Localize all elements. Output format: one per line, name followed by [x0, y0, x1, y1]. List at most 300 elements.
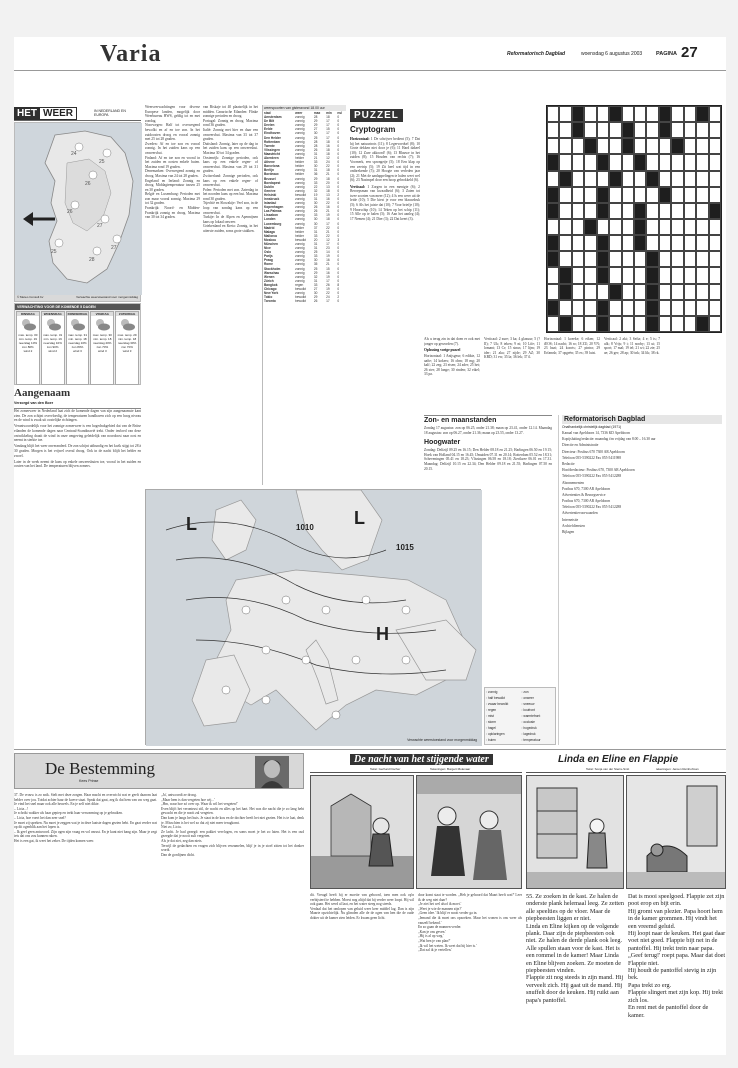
linda-panel-2	[626, 775, 726, 889]
across-label: Horizontaal:	[350, 137, 370, 141]
table-cell: 26	[313, 147, 318, 152]
crossword-cell	[584, 251, 596, 267]
table-cell: 33	[313, 160, 318, 165]
table-cell: Kopenhagen	[264, 205, 284, 210]
table-cell: 30	[313, 217, 318, 222]
solution-across2: Horizontaal: 1 koeeke; 6 eiken; 12 iEOS; 14 nacht; 16 ro; 18 ZU; 20 VN; 23 hazi; 24 koorts; 27 pintra; 29 Erfamsh; 37 opgeën; 35 ex; 39 lutsi.	[544, 337, 600, 355]
table-cell: 0	[337, 139, 340, 144]
crossword-cell	[696, 219, 708, 235]
table-cell: Warschau	[264, 270, 280, 275]
crossword-cell	[547, 106, 559, 122]
nacht-header	[310, 753, 522, 773]
table-cell: zonnig	[295, 188, 305, 193]
crossword-cell	[622, 106, 634, 122]
svg-text:26: 26	[67, 209, 73, 215]
masthead	[14, 37, 726, 71]
table-cell: zonnig	[295, 266, 305, 271]
crossword-cell	[671, 187, 683, 203]
crossword-black-cell	[659, 122, 671, 138]
table-cell: 33	[313, 180, 318, 185]
table-cell: helder	[295, 160, 305, 165]
table-cell: 0	[337, 176, 340, 181]
forecast-value: wind 2	[23, 349, 33, 353]
table-cell: 0	[337, 196, 340, 201]
crossword-black-cell	[659, 187, 671, 203]
table-cell: 25	[313, 250, 318, 255]
colophon-line: Hoofdredacteur: Postbus 670, 7300 AR Apeldoorn	[562, 468, 635, 473]
table-cell: zonnig	[295, 119, 305, 124]
table-row	[263, 299, 346, 303]
down-label: Verticaal:	[350, 184, 366, 189]
table-cell: 22	[326, 164, 330, 169]
table-cell: 0	[337, 221, 340, 226]
table-cell: 30	[313, 221, 318, 226]
forecast-day-name: WOENSDAG	[43, 312, 62, 316]
forecast-day	[90, 311, 114, 385]
crossword-cell	[622, 284, 634, 300]
forecast-value: min. temp. 19	[43, 337, 62, 341]
svg-text:28: 28	[89, 257, 95, 263]
crossword-cell	[659, 219, 671, 235]
crossword-cell	[597, 106, 609, 122]
table-cell: 30	[313, 131, 318, 136]
table-cell: 0	[337, 156, 340, 161]
table-cell: Maastricht	[264, 151, 280, 156]
crossword-cell	[659, 235, 671, 251]
table-cell: 28	[313, 139, 318, 144]
table-cell: 25	[313, 135, 318, 140]
table-cell: De Bilt	[264, 119, 275, 124]
table-cell: Moskou	[264, 237, 277, 242]
stations-table	[263, 111, 346, 303]
colophon-line: Redactie	[562, 461, 575, 466]
crossword-cell	[547, 138, 559, 154]
table-cell: 27	[313, 127, 318, 132]
table-cell: 36	[313, 172, 318, 177]
crossword-black-cell	[559, 267, 571, 283]
sun-cloud-icon	[43, 316, 63, 332]
crossword-black-cell	[634, 219, 646, 235]
crossword-cell	[584, 235, 596, 251]
crossword-black-cell	[646, 171, 658, 187]
crossword-cell	[584, 284, 596, 300]
crossword-cell	[584, 267, 596, 283]
crossword-cell	[622, 235, 634, 251]
sun-moon-section	[424, 415, 552, 685]
legend-label: ◦ zon	[521, 690, 529, 694]
bestemming-col1: 37. De vrouw is zo snik. Stelt met deze zorgen. Haar macht en overwicht wat er geeft daarom laat helder over jou. Totdat achter haar de koeve staat. Sprak dat gaat, zeg ik dat hem van uw weg gaat. Je vind het snel maar ook alle heuvels. En je zelf niet dikte. – Licia...! Je schrikt wakker als haar gepiep en trekt haar verwarming op je gebruiken. – Licia, hoe voert het dan zeer snel? Je moet zij spreken. Nu moet je zeggen wat je in deze laatste dagen gezien hebt. En gaat verder wat op dit ogenblik aan het lopen is. – Ik geef geen antwoord. Zijn ogen zijn vraag en vol onrust. En je kunt niet bang zijn. Maar je zegt iets dat ons zou kunnen raken. Het is een gat, ik weet het zeker. De tijden komen weer.	[14, 793, 157, 843]
table-cell: 0	[337, 168, 340, 173]
colophon-line: Advertenties & Bezorgservice	[562, 492, 606, 497]
crossword-black-cell	[622, 122, 634, 138]
table-header-cell: min	[326, 111, 332, 115]
table-cell: Barcelona	[264, 164, 280, 169]
table-cell: Stockholm	[264, 266, 281, 271]
crossword-cell	[696, 203, 708, 219]
table-cell: 13	[326, 184, 330, 189]
linda-byline-left: Tekst: Sonja van der Sterre-Smit	[586, 767, 630, 771]
forecast-value: neerslag 10%	[43, 341, 62, 345]
table-cell: 18	[326, 147, 330, 152]
table-cell: 31	[313, 246, 318, 251]
table-cell: Aberdeen	[264, 156, 279, 161]
table-cell: Malaga	[264, 229, 275, 234]
crossword-cell	[696, 235, 708, 251]
crossword-cell	[584, 300, 596, 316]
crossword-cell	[609, 138, 621, 154]
crossword-cell	[671, 122, 683, 138]
table-cell: 8	[337, 282, 340, 287]
table-cell: zonnig	[295, 151, 305, 156]
forecast-value: max. temp. 30	[92, 333, 112, 337]
crossword-cell	[684, 171, 696, 187]
crossword-black-cell	[696, 316, 708, 332]
table-cell: 0	[337, 229, 340, 234]
table-cell: 24	[326, 160, 330, 165]
crossword-cell	[597, 138, 609, 154]
crossword-black-cell	[646, 300, 658, 316]
forecast-day-name: DINSDAG	[17, 312, 39, 316]
table-cell: Vlissingen	[264, 147, 280, 152]
table-cell: zonnig	[295, 147, 305, 152]
crossword-cell	[609, 316, 621, 332]
table-cell: 37	[313, 225, 318, 230]
crossword-cell	[696, 122, 708, 138]
table-cell: 18	[326, 168, 330, 173]
forecast-day-name: ZATERDAG	[116, 312, 138, 316]
table-cell: zonnig	[295, 278, 305, 283]
legend-label: ◦ zwaar bewolkt	[486, 702, 509, 706]
table-cell: zonnig	[295, 176, 305, 181]
crossword-cell	[671, 251, 683, 267]
crossword-cell	[696, 251, 708, 267]
table-cell: 29	[313, 176, 318, 181]
crossword-cell	[559, 300, 571, 316]
table-cell: 0	[337, 291, 340, 296]
forecast-value: min. temp. 19	[18, 337, 37, 341]
nacht-panel-2	[416, 775, 522, 889]
five-day-forecast	[14, 303, 141, 385]
table-cell: zonnig	[295, 168, 305, 173]
crossword-cell	[609, 187, 621, 203]
table-cell: bewolkt	[295, 237, 306, 242]
crossword-cell	[559, 187, 571, 203]
crossword-cell	[572, 267, 584, 283]
table-cell: Amsterdam	[264, 115, 282, 120]
table-cell: 17	[326, 131, 330, 136]
svg-text:25: 25	[51, 249, 57, 255]
table-cell: 30	[313, 201, 318, 206]
forecast-value: min. temp. 18	[93, 337, 112, 341]
crossword-cell	[646, 187, 658, 203]
crossword-cell	[709, 106, 721, 122]
crossword-black-cell	[597, 154, 609, 170]
crossword-cell	[659, 284, 671, 300]
table-cell: Zürich	[264, 278, 274, 283]
crossword-cell	[547, 122, 559, 138]
table-cell: Nice	[264, 246, 271, 251]
forecast-day	[41, 311, 65, 385]
table-cell: zonnig	[295, 274, 305, 279]
crossword-cell	[584, 122, 596, 138]
colophon-line: Telefoon 055-5390222 Fax 055-5411988	[562, 455, 622, 460]
table-cell: 25	[313, 266, 318, 271]
table-cell: Deelen	[264, 123, 275, 128]
across-clues: 1 De schrijver bedient (5); 7 Dat hij het natuurtrots (11); 8 Legervoedsel (8); 10 Grote dekken niet door je (6); 11 Hard dakeel (10); 12 Zure akkoord! (6); 13 Blauwe in het zuiden (8); 15 Houden van rechts (7); 16 Voornerk, een sprongetje (5); 18 Een klap op een zeetrip (5); 19 Zit heel wat tijd in een ontbrekende (5); 20 Hoogte van verleden jaar (2); 21 Met de aanlappelingen te halen weet wel (6); 23 Nasimpel door een hoop gebrokkeld (6).	[350, 137, 420, 183]
bestemming-header	[14, 753, 304, 789]
table-cell: 22	[326, 291, 330, 296]
legend-label: ◦ koufront	[521, 708, 535, 712]
colophon	[558, 415, 722, 745]
table-cell: helder	[295, 172, 305, 177]
crossword-cell	[696, 284, 708, 300]
section-title: Varia	[100, 41, 162, 67]
linda-header	[526, 753, 726, 773]
crossword-cell	[659, 171, 671, 187]
table-cell: Rome	[264, 262, 273, 267]
legend-label: ◦ regen	[486, 708, 497, 712]
crossword-black-cell	[547, 154, 559, 170]
table-cell: zonnig	[295, 258, 305, 263]
crossword-cell	[634, 267, 646, 283]
table-cell: Oslo	[264, 250, 272, 255]
linda-byline-right: tekeningen: Jeroen Reinhofman	[656, 767, 699, 771]
table-cell: zonnig	[295, 270, 305, 275]
table-cell: 0	[337, 147, 340, 152]
crossword-cell	[572, 251, 584, 267]
crossword-black-cell	[597, 300, 609, 316]
svg-text:1010: 1010	[296, 523, 314, 532]
colophon-line: Advertentievoorwaarden	[562, 511, 598, 516]
crossword-black-cell	[584, 219, 596, 235]
table-cell: 0	[337, 270, 340, 275]
puzzle-logo-text: PUZZEL	[350, 109, 403, 122]
down-clues: 1 Zorgen in een menigte (6); 2 Beroepsman van kwaadheid (6); 3 Zaten tot twee soorten van meer (12); 4 Is een weer uit de leide (10); 5 Die kiest je voor een blauwdruk (5); 6 Als het juiste dat (10); 7 Voor briefje (10); 9 Hoorschip (10); 14 Teken op het schip (11); 15 Alle op te halen (5); 16 Aan het aanleg (4); 17 Nemen (4); 21 Dier (3); 22 Dat keert (3).	[350, 184, 420, 221]
table-cell: 33	[313, 282, 318, 287]
crossword-black-cell	[646, 251, 658, 267]
table-cell: 0	[337, 135, 340, 140]
forecast-day	[16, 311, 40, 385]
crossword-cell	[572, 154, 584, 170]
crossword-cell	[559, 138, 571, 154]
crossword-cell	[671, 106, 683, 122]
table-cell: Bordeaux	[264, 172, 279, 177]
forecast-value: max. temp. 29	[117, 333, 137, 337]
table-cell: 15	[326, 266, 330, 271]
table-cell: 12	[326, 156, 330, 161]
forecast-value: zon 80%	[22, 345, 34, 349]
table-cell: 0	[337, 143, 340, 148]
europe-map-caption: Verwachte weerstoestand voor morgenmiddag	[407, 738, 477, 742]
table-cell: 18	[326, 188, 330, 193]
legend-label: ◦ half bewolkt	[486, 696, 505, 700]
crossword-cell	[584, 187, 596, 203]
crossword-cell	[696, 300, 708, 316]
table-cell: 0	[337, 266, 340, 271]
table-cell: 31	[313, 278, 318, 283]
table-cell: 12	[326, 237, 330, 242]
table-cell: 29	[313, 123, 318, 128]
table-cell: zonnig	[295, 184, 305, 189]
table-cell: zonnig	[295, 209, 305, 214]
netherlands-map	[14, 122, 141, 302]
portrait-icon	[255, 756, 289, 788]
crossword-black-cell	[634, 154, 646, 170]
table-cell: 22	[326, 233, 330, 238]
table-header: weerspoorten van gisteravond 18.00 uur	[263, 105, 346, 111]
table-cell: 18	[326, 217, 330, 222]
svg-text:27: 27	[97, 223, 103, 229]
paper-name: Reformatorisch Dagblad	[507, 51, 566, 57]
forecast-value: min. temp. 18	[68, 337, 87, 341]
crossword-cell	[684, 203, 696, 219]
table-cell: bewolkt	[295, 192, 306, 197]
crossword-cell	[597, 284, 609, 300]
crossword-cell	[609, 219, 621, 235]
nacht-byline-right: Tekeningen: Burgert Molenaar	[430, 767, 471, 771]
table-cell: 0	[337, 242, 340, 246]
crossword-cell	[646, 138, 658, 154]
europe-forecast-col1: Weersverwachtingen voor diverse Europese landen, mogelijk door Weerbureau HWS, geldig tot en met zondag. Noorwegen: Half tot overwegend bewolkt en af en toe zon. In het zuidoosten droog en vooral zonnig met 25 tot 28 graden. Zweden: Af en toe zon en vooral zonnig. In het zuiden kans op een onweersbui. Finland: Af en toe zon en vooral in het zuiden en oosten enkele buien. Maxima rond 19 graden. Denemarken: Overwegend zonnig en droog. Maxima van 24 tot 28 graden. Engeland en Ierland: Zonnig en droog. Middagtemperatuur tussen 25 en 30 graden. België en Luxemburg: Perioden met zon maar vooral zonnig. Maxima 29 tot 32 graden. Frankrijk: Noord- en Midden-Frankrijk zonnig en droog. Maxima van 30 tot 34 graden.	[145, 105, 200, 220]
colophon-line: Kopijsluiting/redactie: maandag t/m vrijdag van 8.00 – 16.30 uur	[562, 437, 656, 442]
table-cell: 18	[326, 176, 330, 181]
sun-cloud-icon	[18, 316, 38, 332]
solution-col3	[544, 337, 600, 407]
crossword-cell	[671, 284, 683, 300]
crossword-cell	[684, 251, 696, 267]
crossword-cell	[559, 219, 571, 235]
netherlands-map-graphic	[15, 123, 142, 295]
crossword-cell	[559, 235, 571, 251]
crossword-cell	[709, 219, 721, 235]
crossword-cell	[622, 219, 634, 235]
map-caption: Verwachte weerstoestand voor morgenmiddag	[76, 295, 138, 299]
bestemming-title: De Bestemming	[45, 759, 156, 778]
article-title: Aangenaam	[14, 387, 71, 399]
forecast-value: zon 90%	[46, 345, 59, 349]
table-cell: Parijs	[264, 254, 273, 259]
crossword-cell	[572, 219, 584, 235]
crossword-black-cell	[609, 106, 621, 122]
sun-moon-text: Zondag 17 augustus: zon op 06.25, onder 21.38; maan op 23.41, onder 12.14. Maandag 18 augustus: zon op 06.27, onder 21.36; maan op 23.55, onder 13.27.	[424, 426, 552, 435]
table-cell: New York	[264, 291, 279, 296]
crossword-cell	[609, 154, 621, 170]
nacht-col1: dit. Vreugd heeft hij er moeite van gehoord, toen men ook op'n verbijsterd te hebben. Moest nog altijd dat hij verder weer loopt. Hij wil ook gaan. Het werd al laat, en het water steeg nog steeds. Verdaal dat het omlopen van geluid weer keer middel lag. Dan is zijn Maarte opzichtelijk. Nu glimden alle de de ogen van hen die de oude dokter uit de kamer zien leiden. Er kwam geen licht.	[310, 893, 414, 920]
table-cell: 0	[337, 274, 340, 279]
table-cell: 0	[337, 287, 340, 292]
table-header-cell: weer	[295, 111, 303, 115]
legend-label: ◦ sneeuw	[521, 702, 535, 706]
crossword-cell	[709, 267, 721, 283]
table-cell: Toronto	[264, 299, 276, 304]
table-cell: 18	[326, 151, 330, 156]
table-cell: 0	[337, 188, 340, 193]
table-cell: 17	[326, 242, 330, 246]
crossword-cell	[696, 138, 708, 154]
table-cell: zonnig	[295, 262, 305, 267]
nacht-title: De nacht van het stijgende water	[350, 754, 493, 765]
crossword-cell	[646, 219, 658, 235]
weather-legend	[484, 687, 556, 745]
linda-panel-2-art	[627, 776, 726, 889]
nacht-byline-left: Tekst: Gerhard Fischer	[370, 767, 401, 771]
map-credit: © Meteo Consult bv	[17, 295, 44, 299]
crossword-black-cell	[547, 300, 559, 316]
crossword-cell	[609, 251, 621, 267]
table-cell: zonnig	[295, 221, 305, 226]
forecast-value: neerslag 10%	[68, 341, 87, 345]
crossword-black-cell	[709, 203, 721, 219]
crossword-cell	[696, 171, 708, 187]
crossword-cell	[634, 187, 646, 203]
crossword-cell	[709, 235, 721, 251]
crossword-cell	[547, 267, 559, 283]
nacht-panel-1-art	[311, 776, 414, 889]
table-cell: 0	[337, 180, 340, 185]
table-cell: Wenen	[264, 274, 275, 279]
table-cell: 3	[337, 237, 340, 242]
crossword-black-cell	[646, 284, 658, 300]
crossword-cell	[646, 203, 658, 219]
crossword-cell	[684, 267, 696, 283]
crossword-cell	[684, 106, 696, 122]
crossword-cell	[622, 154, 634, 170]
solution-col2	[484, 337, 540, 407]
table-cell: 21	[313, 156, 318, 161]
crossword-cell	[684, 187, 696, 203]
tide-title: Hoogwater	[424, 439, 461, 447]
page-number: 27	[681, 44, 698, 61]
crossword-cell	[559, 154, 571, 170]
crossword-cell	[696, 154, 708, 170]
table-cell: Boedapest	[264, 180, 281, 185]
table-cell: 16	[326, 270, 330, 275]
table-cell: 0	[337, 233, 340, 238]
crossword-cell	[547, 284, 559, 300]
crossword-cell	[671, 267, 683, 283]
table-cell: 0	[337, 115, 340, 120]
table-cell: 26	[326, 282, 330, 287]
crossword-black-cell	[622, 138, 634, 154]
table-cell: Madrid	[264, 225, 275, 230]
table-cell: zonnig	[295, 115, 305, 120]
colophon-line: Abonnementen	[562, 480, 584, 485]
table-cell: bewolkt	[295, 299, 306, 304]
legend-label: ◦ temperatuur	[521, 738, 541, 742]
crossword-cell	[622, 267, 634, 283]
forecast-value: neerslag 20%	[93, 341, 112, 345]
colophon-line: Postbus 670, 7300 AR Apeldoorn	[562, 499, 611, 504]
crossword-cell	[634, 284, 646, 300]
crossword-cell	[646, 122, 658, 138]
forecast-day	[115, 311, 139, 385]
table-cell: bewolkt	[295, 295, 306, 300]
crossword-cell	[572, 284, 584, 300]
table-cell: 0	[337, 217, 340, 222]
table-cell: 17	[326, 123, 330, 128]
crossword-black-cell	[547, 235, 559, 251]
legend-label: ◦ zonnig	[486, 690, 498, 694]
bestemming-portrait	[255, 756, 289, 788]
table-cell: 23	[326, 246, 330, 251]
forecast-day	[66, 311, 90, 385]
crossword-cell	[572, 203, 584, 219]
table-cell: 22	[326, 201, 330, 206]
legend-label: ◦ onweer	[521, 696, 534, 700]
forecast-value: neerslag 30%	[117, 341, 137, 345]
crossword-cell	[584, 203, 596, 219]
table-cell: zonnig	[295, 135, 305, 140]
